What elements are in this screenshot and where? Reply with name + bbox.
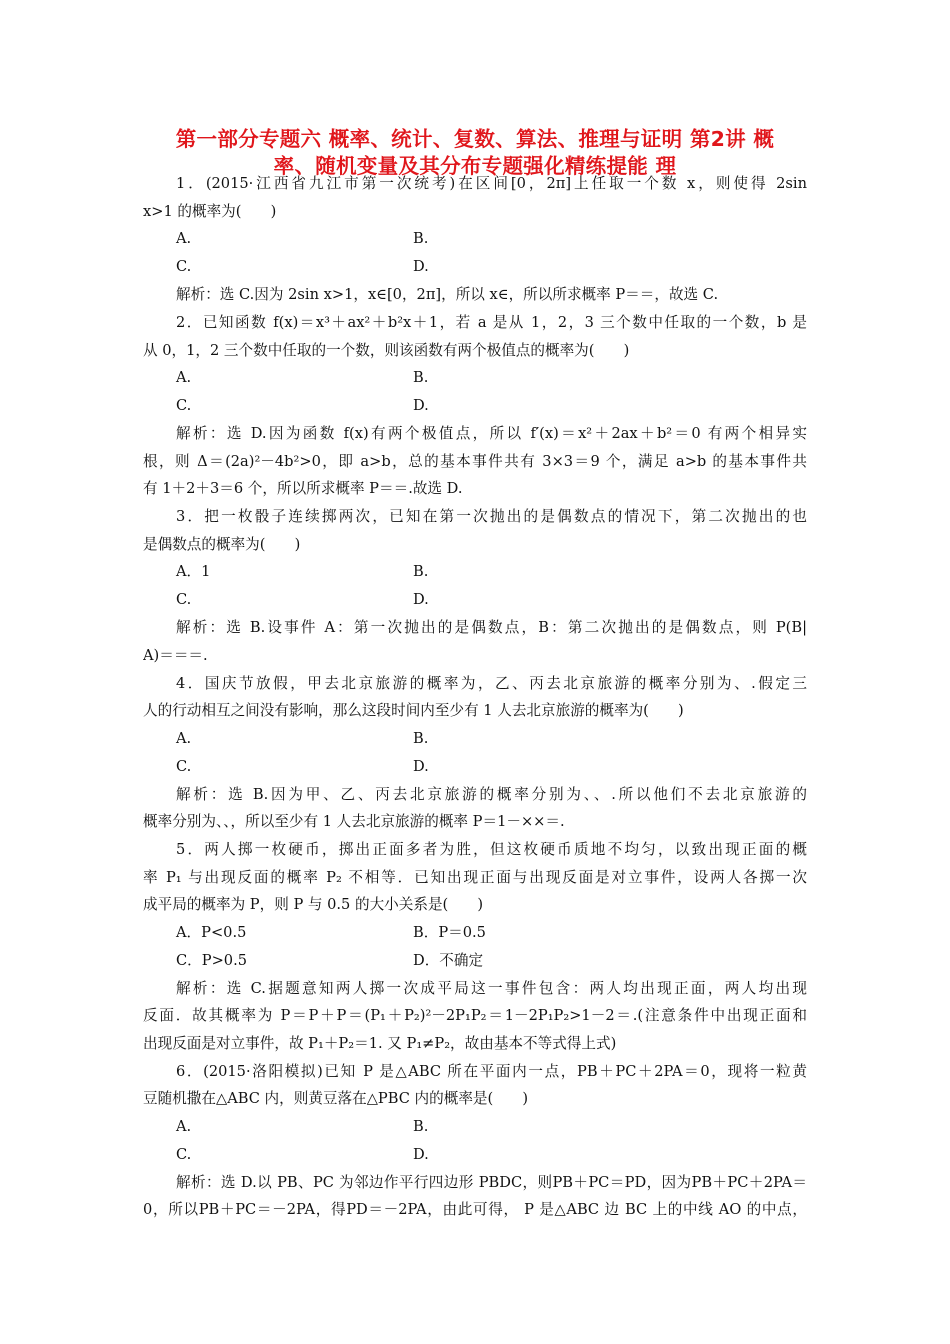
q2-solution-line-2: 根，则 Δ＝(2a)²－4b²>0，即 a>b，总的基本事件共有 3×3＝9 个，满足 a>b 的基本事件共 bbox=[143, 453, 807, 470]
q2-option-b: B. bbox=[413, 369, 429, 386]
q4-solution-line-2: 概率分别为、、，所以至少有 1 人去北京旅游的概率 P＝1－××＝. bbox=[143, 813, 565, 830]
question-2-line-1: 2．已知函数 f(x)＝x³＋ax²＋b²x＋1，若 a 是从 1，2，3 三个数中任取的一个数，b 是 bbox=[176, 314, 807, 331]
document-title bbox=[130, 126, 820, 180]
question-4-line-1: 4．国庆节放假，甲去北京旅游的概率为，乙、丙去北京旅游的概率分别为、.假定三 bbox=[176, 675, 807, 692]
q2-solution-line-1: 解析：选 D.因为函数 f(x)有两个极值点，所以 f′(x)＝x²＋2ax＋b²＝0 有两个相异实 bbox=[176, 425, 807, 442]
q2-option-c: C. bbox=[176, 397, 192, 414]
q4-option-a: A. bbox=[176, 730, 192, 747]
question-5-line-2: 率 P₁ 与出现反面的概率 P₂ 不相等．已知出现正面与出现反面是对立事件，设两人各掷一次 bbox=[143, 869, 807, 886]
question-5-line-1: 5．两人掷一枚硬币，掷出正面多者为胜，但这枚硬币质地不均匀，以致出现正面的概 bbox=[176, 841, 807, 858]
q4-option-c: C. bbox=[176, 758, 192, 775]
q5-option-a: A．P<0.5 bbox=[176, 924, 247, 941]
q3-option-c: C. bbox=[176, 591, 192, 608]
q6-option-a: A. bbox=[176, 1118, 192, 1135]
q4-option-d: D. bbox=[413, 758, 429, 775]
q5-option-d: D．不确定 bbox=[413, 952, 484, 969]
q2-solution-line-3: 有 1＋2＋3＝6 个，所以所求概率 P＝＝.故选 D. bbox=[143, 480, 463, 497]
question-2-line-2: 从 0，1，2 三个数中任取的一个数，则该函数有两个极值点的概率为( ) bbox=[143, 342, 630, 359]
q5-option-b: B．P＝0.5 bbox=[413, 924, 486, 941]
question-6-line-2: 豆随机撒在△ABC 内，则黄豆落在△PBC 内的概率是( ) bbox=[143, 1090, 529, 1107]
q4-option-b: B. bbox=[413, 730, 429, 747]
q1-option-b: B. bbox=[413, 230, 429, 247]
q3-option-d: D. bbox=[413, 591, 429, 608]
q6-option-d: D. bbox=[413, 1146, 429, 1163]
q4-solution-line-1: 解析：选 B.因为甲、乙、丙去北京旅游的概率分别为、、.所以他们不去北京旅游的 bbox=[176, 786, 807, 803]
q2-option-a: A. bbox=[176, 369, 192, 386]
q3-solution-line-2: A)＝＝＝. bbox=[143, 647, 208, 664]
question-5-line-3: 成平局的概率为 P，则 P 与 0.5 的大小关系是( ) bbox=[143, 896, 484, 913]
q5-solution-line-3: 出现反面是对立事件，故 P₁＋P₂＝1. 又 P₁≠P₂，故由基本不等式得上式) bbox=[143, 1035, 617, 1052]
q3-option-a: A．1 bbox=[176, 563, 211, 580]
title-line-1: 第一部分专题六 概率、统计、复数、算法、推理与证明 第2讲 概 bbox=[175, 127, 775, 151]
q6-solution-line-2: 0，所以PB＋PC＝－2PA，得PD＝－2PA，由此可得， P 是△ABC 边 BC 上的中线 AO 的中点， bbox=[143, 1201, 807, 1218]
q6-option-b: B. bbox=[413, 1118, 429, 1135]
q1-option-c: C. bbox=[176, 258, 192, 275]
q6-option-c: C. bbox=[176, 1146, 192, 1163]
question-1-line-2: x>1 的概率为( ) bbox=[143, 203, 277, 220]
q5-option-c: C．P>0.5 bbox=[176, 952, 248, 969]
question-4-line-2: 人的行动相互之间没有影响，那么这段时间内至少有 1 人去北京旅游的概率为( ) bbox=[143, 702, 684, 719]
q6-solution-line-1: 解析：选 D.以 PB、PC 为邻边作平行四边形 PBDC，则PB＋PC＝PD，因为PB＋PC＋2PA＝ bbox=[176, 1174, 807, 1191]
q2-option-d: D. bbox=[413, 397, 429, 414]
q5-solution-line-1: 解析：选 C.据题意知两人掷一次成平局这一事件包含：两人均出现正面，两人均出现 bbox=[176, 980, 807, 997]
question-6-line-1: 6．(2015·洛阳模拟)已知 P 是△ABC 所在平面内一点，PB＋PC＋2PA＝0，现将一粒黄 bbox=[176, 1063, 807, 1080]
q5-solution-line-2: 反面．故其概率为 P＝P＋P＝(P₁＋P₂)²－2P₁P₂＝1－2P₁P₂>1－2＝.(注意条件中出现正面和 bbox=[143, 1007, 807, 1024]
question-1-line-1: 1．(2015·江西省九江市第一次统考)在区间[0，2π]上任取一个数 x，则使得 2sin bbox=[176, 175, 807, 192]
question-3-line-1: 3．把一枚骰子连续掷两次，已知在第一次抛出的是偶数点的情况下，第二次抛出的也 bbox=[176, 508, 807, 525]
q1-option-d: D. bbox=[413, 258, 429, 275]
q3-option-b: B. bbox=[413, 563, 429, 580]
q1-option-a: A. bbox=[176, 230, 192, 247]
question-3-line-2: 是偶数点的概率为( ) bbox=[143, 536, 301, 553]
q1-solution: 解析：选 C.因为 2sin x>1，x∈[0，2π]，所以 x∈，所以所求概率 P＝＝，故选 C. bbox=[176, 286, 719, 303]
title-line-2: 率、随机变量及其分布专题强化精练提能 理 bbox=[273, 154, 677, 178]
q3-solution-line-1: 解析：选 B.设事件 A：第一次抛出的是偶数点，B：第二次抛出的是偶数点，则 P(B| bbox=[176, 619, 807, 636]
